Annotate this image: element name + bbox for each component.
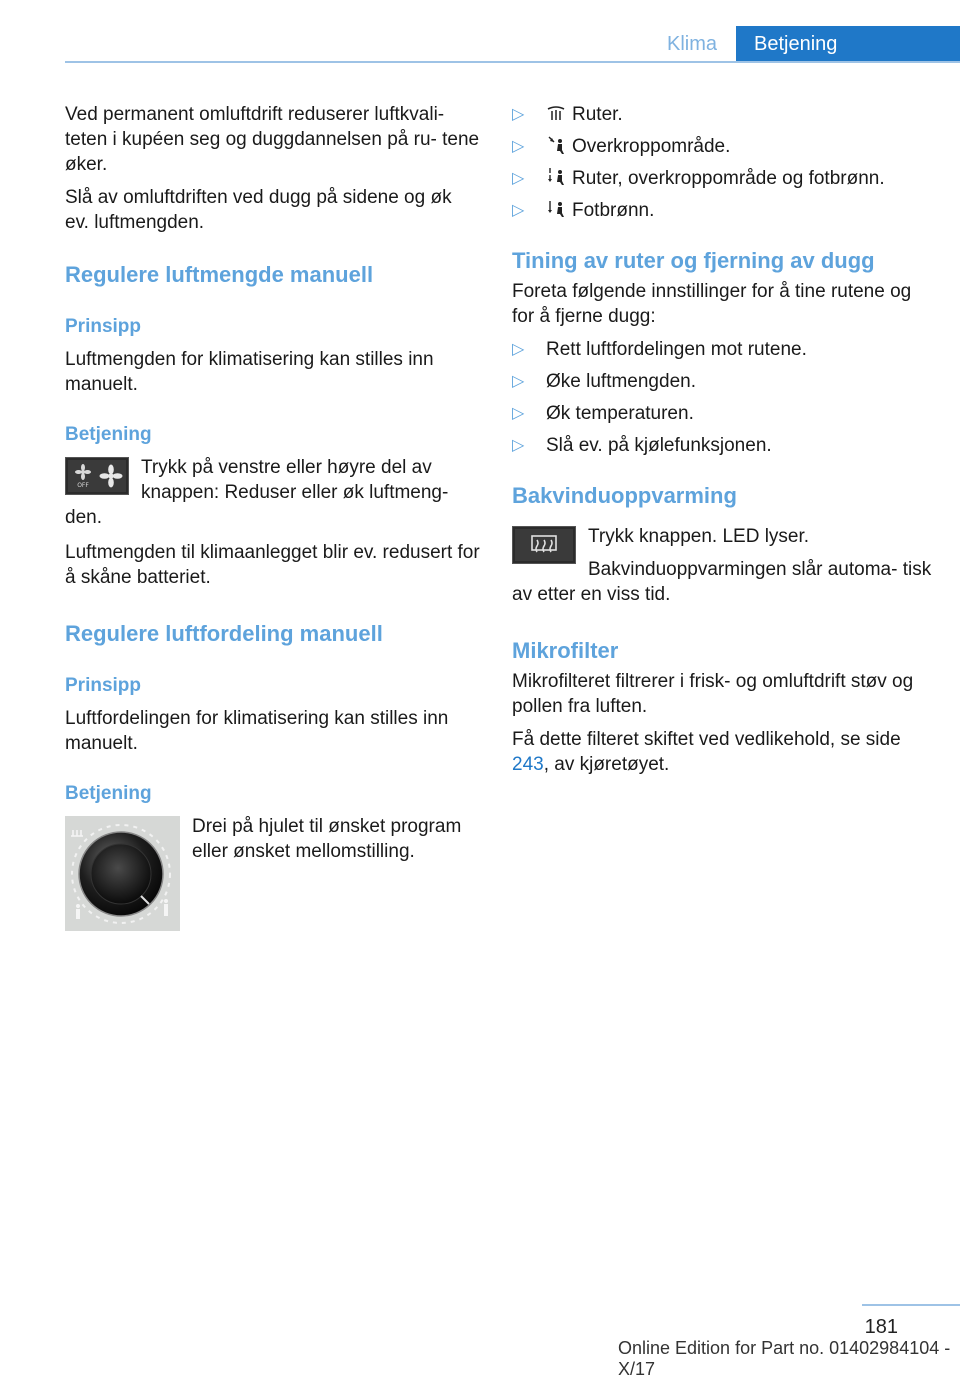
page-link-243[interactable]: 243 xyxy=(512,754,544,775)
all-zones-icon xyxy=(546,167,566,187)
rear-window-heat-button-image xyxy=(512,526,576,564)
defrost-intro: Foreta følgende innstillinger for å tine rutene og for å fjerne dugg: xyxy=(512,281,912,327)
airflow-operation-block xyxy=(65,455,480,530)
intro-paragraph-1: Ved permanent omluftdrift reduserer luftkvali- teten i kupéen seg og duggdannelsen på ru- tene øker. xyxy=(65,104,480,175)
right-column xyxy=(512,102,932,785)
distribution-principle-text: Luftfordelingen for klimatisering kan stilles inn manuelt. xyxy=(65,708,449,754)
distribution-operation-title: Betjening xyxy=(65,783,152,804)
section-airflow-title: Regulere luftmengde manuell xyxy=(65,262,374,287)
dial-windshield-icon xyxy=(71,830,83,836)
microfilter-text-1: Mikrofilteret filtrerer i frisk- og omluftdrift støv og pollen fra luften. xyxy=(512,671,914,717)
rear-heat-block xyxy=(512,524,932,607)
list-item: ▷ Slå ev. på kjølefunksjonen. xyxy=(512,435,772,456)
airflow-operation-title: Betjening xyxy=(65,424,152,445)
header-tab-betjening[interactable]: Betjening xyxy=(736,26,960,62)
section-distribution-title: Regulere luftfordeling manuell xyxy=(65,621,383,646)
edition-footer: Online Edition for Part no. 01402984104 - X/17 xyxy=(618,1338,951,1379)
microfilter-text-2: Få dette filteret skiftet ved vedlikehold, se side 243, av kjøretøyet. xyxy=(512,729,901,775)
distribution-mode-list xyxy=(512,102,932,223)
distribution-dial-image xyxy=(65,816,180,931)
header-divider xyxy=(65,61,960,63)
airflow-principle-text: Luftmengden for klimatisering kan stilles inn manuelt. xyxy=(65,349,434,395)
distribution-operation-block xyxy=(65,814,480,931)
list-item: ▷ Overkroppområde. xyxy=(512,136,731,157)
footwell-icon xyxy=(546,199,566,219)
list-item: ▷ Øke luftmengden. xyxy=(512,371,696,392)
airflow-principle-title: Prinsipp xyxy=(65,316,142,337)
defrost-steps xyxy=(512,337,932,458)
microfilter-title: Mikrofilter xyxy=(512,638,619,663)
rear-heat-text-2: Bakvinduoppvarmingen slår automa- tisk av etter en viss tid. xyxy=(512,559,932,605)
windshield-icon xyxy=(546,105,566,123)
page-number: 181 xyxy=(864,1316,898,1338)
defrost-title: Tining av ruter og fjerning av dugg xyxy=(512,248,875,273)
footer-divider xyxy=(862,1304,960,1306)
distribution-principle-title: Prinsipp xyxy=(65,675,142,696)
left-column xyxy=(65,102,480,941)
header-tab-klima[interactable]: Klima xyxy=(666,33,717,55)
list-item: ▷ Rett luftfordelingen mot rutene. xyxy=(512,339,807,360)
distribution-operation-text: Drei på hjulet til ønsket program eller ønsket mellomstilling. xyxy=(192,816,462,862)
airflow-operation-text: Trykk på venstre eller høyre del av knappen: Reduser eller øk luftmeng- den. xyxy=(65,457,449,528)
rear-heat-text-1: Trykk knappen. LED lyser. xyxy=(588,526,810,547)
fan-button-image xyxy=(65,457,129,495)
list-item: ▷ Øk temperaturen. xyxy=(512,403,694,424)
list-item: ▷ Ruter. xyxy=(512,104,623,125)
airflow-note: Luftmengden til klimaanlegget blir ev. redusert for å skåne batteriet. xyxy=(65,542,480,588)
intro-paragraph-2: Slå av omluftdriften ved dugg på sidene og øk ev. luftmengden. xyxy=(65,187,452,233)
upper-body-icon xyxy=(546,135,566,155)
rear-heat-title: Bakvinduoppvarming xyxy=(512,483,737,508)
list-item: ▷ Ruter, overkroppområde og fotbrønn. xyxy=(512,168,885,189)
svg-text:OFF: OFF xyxy=(77,482,89,489)
list-item: ▷ Fotbrønn. xyxy=(512,200,655,221)
